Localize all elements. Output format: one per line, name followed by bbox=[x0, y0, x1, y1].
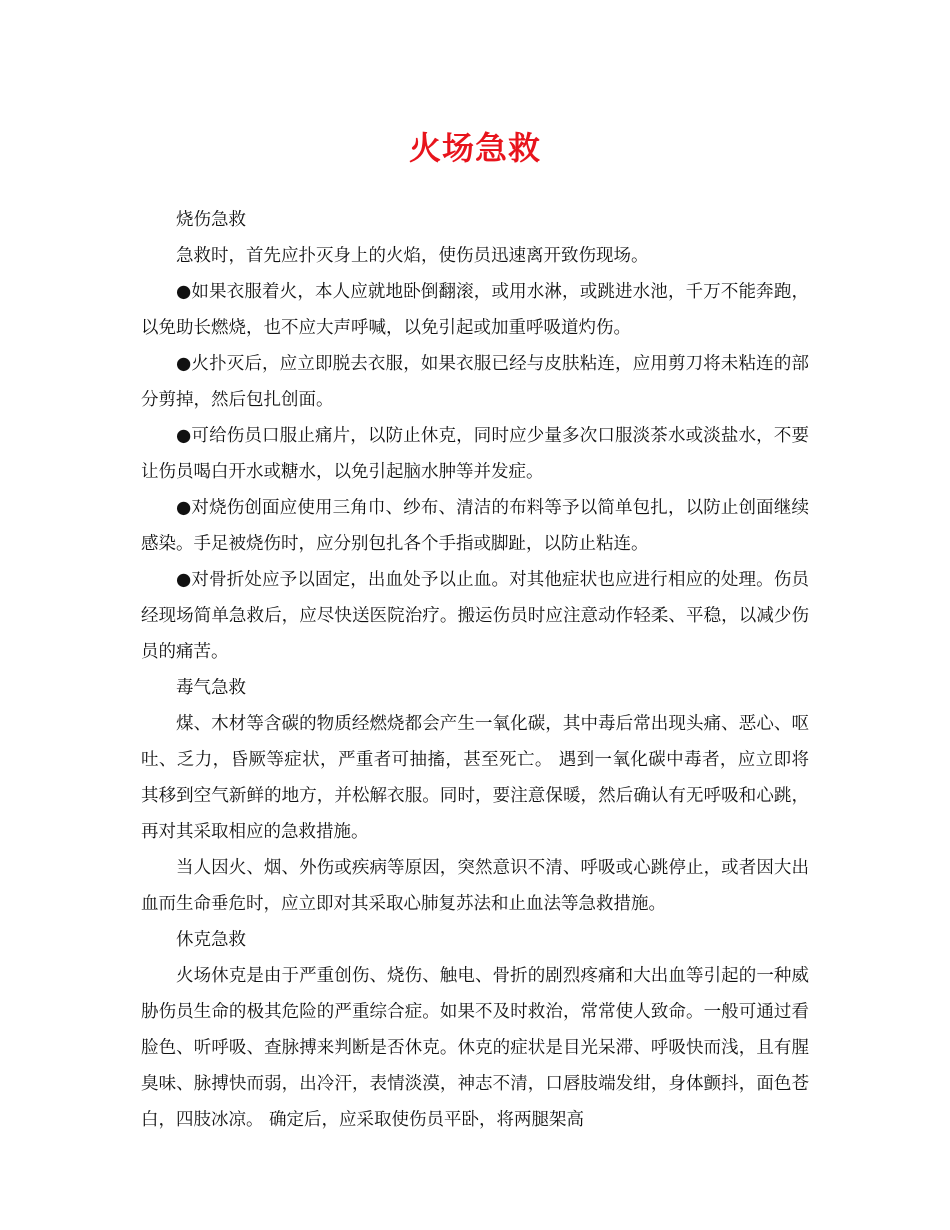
paragraph: 急救时，首先应扑灭身上的火焰，使伤员迅速离开致伤现场。 bbox=[176, 246, 649, 266]
paragraph: ●对骨折处应予以固定，出血处予以止血。对其他症状也应进行相应的处理。伤员经现场简单急救后，应尽快送医院治疗。搬运伤员时应注意动作轻柔、平稳，以减少伤员的痛苦。 bbox=[141, 570, 809, 662]
paragraph: ●对烧伤创面应使用三角巾、纱布、清洁的布料等予以简单包扎，以防止创面继续感染。手足被烧伤时，应分别包扎各个手指或脚趾，以防止粘连。 bbox=[141, 498, 809, 554]
document-body bbox=[141, 202, 809, 1138]
page-title: 火场急救 bbox=[408, 129, 541, 167]
section-heading-burns: 烧伤急救 bbox=[176, 210, 246, 230]
paragraph: 当人因火、烟、外伤或疾病等原因，突然意识不清、呼吸或心跳停止，或者因大出血而生命垂危时，应立即对其采取心肺复苏法和止血法等急救措施。 bbox=[141, 858, 809, 914]
section-heading-toxic-gas: 毒气急救 bbox=[176, 678, 246, 698]
section-heading-shock: 休克急救 bbox=[176, 930, 246, 950]
paragraph: 煤、木材等含碳的物质经燃烧都会产生一氧化碳，其中毒后常出现头痛、恶心、呕吐、乏力，昏厥等症状，严重者可抽搐，甚至死亡。 遇到一氧化碳中毒者，应立即将其移到空气新鲜的地方，并松解衣服。同时，要注意保暖，然后确认有无呼吸和心跳，再对其采取相应的急救措施。 bbox=[141, 714, 809, 842]
paragraph: ●可给伤员口服止痛片，以防止休克，同时应少量多次口服淡茶水或淡盐水，不要让伤员喝白开水或糖水，以免引起脑水肿等并发症。 bbox=[141, 426, 809, 482]
paragraph: 火场休克是由于严重创伤、烧伤、触电、骨折的剧烈疼痛和大出血等引起的一种威胁伤员生命的极其危险的严重综合症。如果不及时救治，常常使人致命。一般可通过看脸色、听呼吸、查脉搏来判断是否休克。休克的症状是目光呆滞、呼吸快而浅，且有腥臭味、脉搏快而弱，出冷汗，表情淡漠，神志不清，口唇肢端发绀，身体颤抖，面色苍白，四肢冰凉。 确定后，应采取使伤员平卧，将两腿架高 bbox=[141, 966, 809, 1130]
paragraph: ●火扑灭后，应立即脱去衣服，如果衣服已经与皮肤粘连，应用剪刀将未粘连的部分剪掉，然后包扎创面。 bbox=[141, 354, 809, 410]
paragraph: ●如果衣服着火，本人应就地卧倒翻滚，或用水淋，或跳进水池，千万不能奔跑，以免助长燃烧，也不应大声呼喊，以免引起或加重呼吸道灼伤。 bbox=[141, 282, 809, 338]
